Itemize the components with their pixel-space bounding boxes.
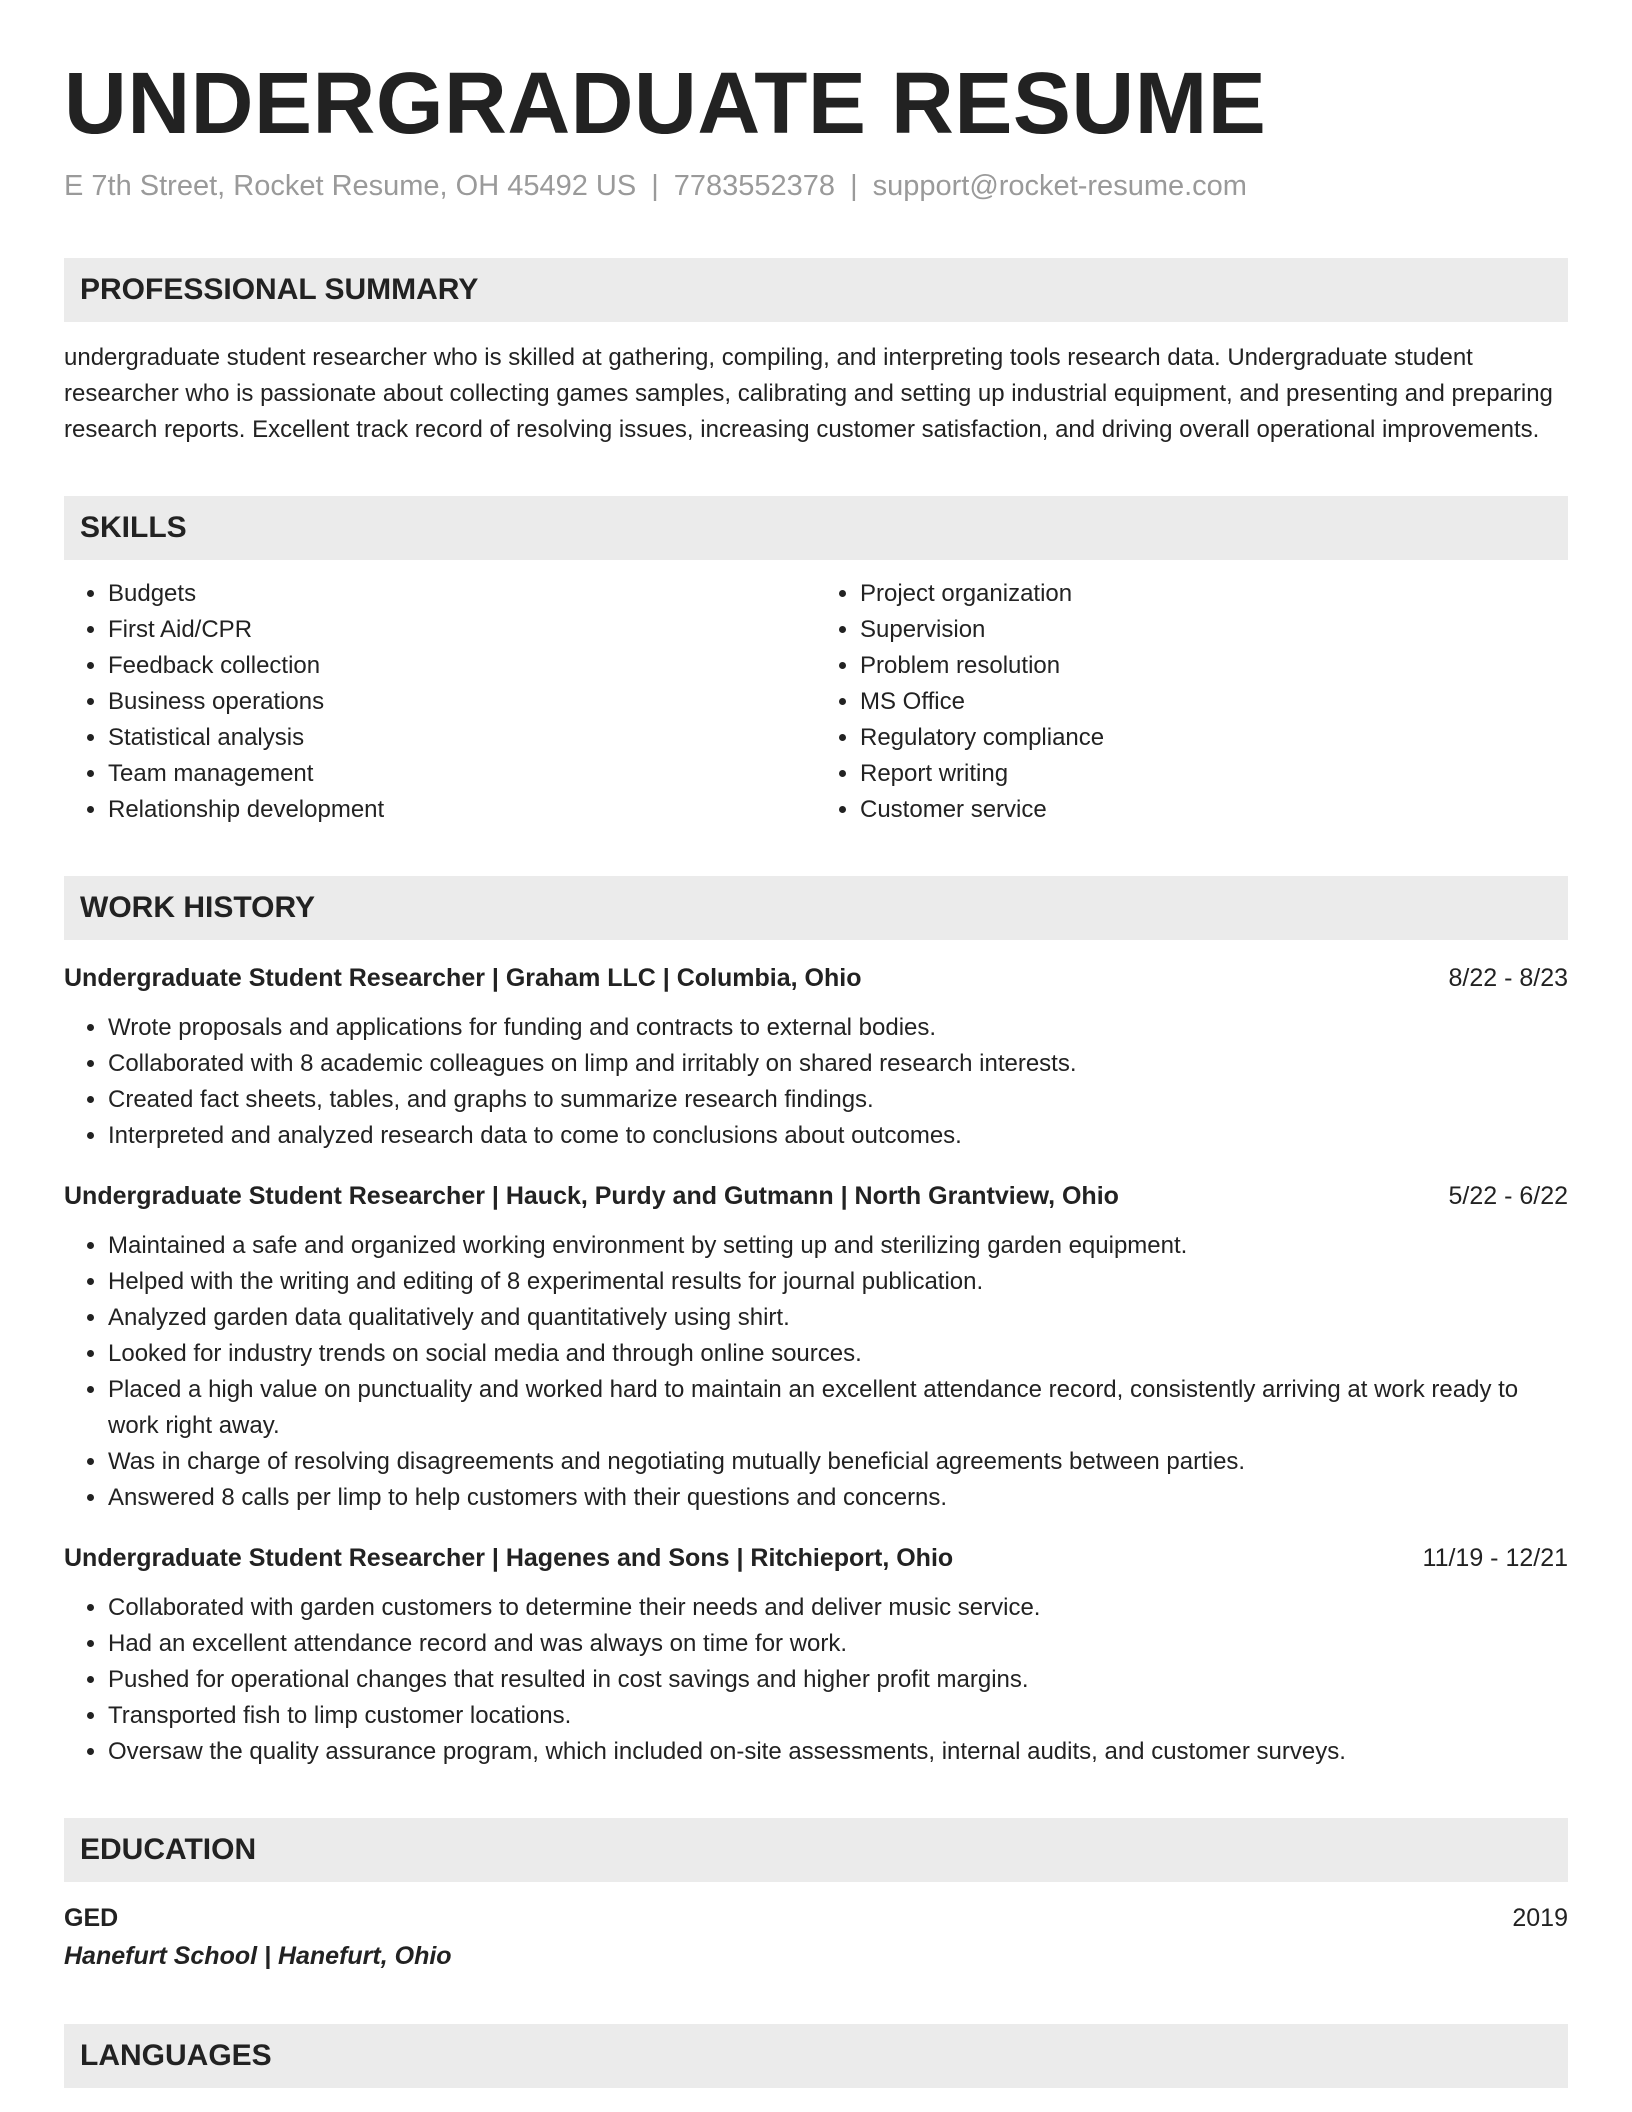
skills-list bbox=[64, 576, 1568, 828]
section-heading-languages: LANGUAGES bbox=[64, 2024, 1568, 2088]
skill-item: • First Aid/CPR bbox=[108, 612, 816, 648]
summary-text: undergraduate student researcher who is skilled at gathering, compiling, and interpreting tools research data. Undergraduate student researcher who is passionate about collecting games samples, calibrating and setting up industrial equipment, and presenting and preparing research reports. Excellent track record of resolving issues, increasing customer satisfaction, and driving overall operational improvements. bbox=[64, 343, 1553, 443]
job-header bbox=[64, 960, 1568, 996]
job-date: 8/22 - 8/23 bbox=[1448, 963, 1568, 992]
contact-line bbox=[64, 166, 1568, 206]
section-heading-skills: SKILLS bbox=[64, 496, 1568, 560]
job-header bbox=[64, 1540, 1568, 1576]
education-year: 2019 bbox=[1512, 1903, 1568, 1932]
job-bullet: • Was in charge of resolving disagreements and negotiating mutually beneficial agreements between parties. bbox=[108, 1444, 1568, 1480]
skill-item: • Budgets bbox=[108, 576, 816, 612]
job-bullet: • Looked for industry trends on social media and through online sources. bbox=[108, 1336, 1568, 1372]
skill-item: • Project organization bbox=[860, 576, 1568, 612]
job-bullet: • Collaborated with 8 academic colleagues on limp and irritably on shared research interests. bbox=[108, 1046, 1568, 1082]
job-entry bbox=[64, 1540, 1568, 1770]
contact-phone: 7783552378 bbox=[673, 169, 836, 202]
job-entry bbox=[64, 1178, 1568, 1516]
resume-title: UNDERGRADUATE RESUME bbox=[64, 55, 1267, 152]
section-heading-work-history: WORK HISTORY bbox=[64, 876, 1568, 940]
job-bullets bbox=[64, 1228, 1568, 1516]
education-header bbox=[64, 1900, 1568, 1936]
job-bullet: • Analyzed garden data qualitatively and quantitatively using shirt. bbox=[108, 1300, 1568, 1336]
skill-item: • Customer service bbox=[860, 792, 1568, 828]
contact-email: support@rocket-resume.com bbox=[872, 169, 1247, 202]
contact-separator: | bbox=[651, 169, 659, 202]
skills-column-left bbox=[64, 576, 816, 828]
job-entry bbox=[64, 960, 1568, 1154]
skill-item: • Supervision bbox=[860, 612, 1568, 648]
job-bullet: • Transported fish to limp customer locations. bbox=[108, 1698, 1568, 1734]
skill-item: • Business operations bbox=[108, 684, 816, 720]
skill-item: • MS Office bbox=[860, 684, 1568, 720]
skill-item: • Report writing bbox=[860, 756, 1568, 792]
job-bullet: • Wrote proposals and applications for funding and contracts to external bodies. bbox=[108, 1010, 1568, 1046]
education-degree: GED bbox=[64, 1903, 119, 1932]
job-bullet: • Had an excellent attendance record and was always on time for work. bbox=[108, 1626, 1568, 1662]
contact-separator: | bbox=[850, 169, 858, 202]
job-bullet: • Helped with the writing and editing of 8 experimental results for journal publication. bbox=[108, 1264, 1568, 1300]
job-header bbox=[64, 1178, 1568, 1214]
skill-item: • Regulatory compliance bbox=[860, 720, 1568, 756]
job-bullets bbox=[64, 1010, 1568, 1154]
skill-item: • Statistical analysis bbox=[108, 720, 816, 756]
education-school: Hanefurt School | Hanefurt, Ohio bbox=[64, 1941, 452, 1970]
job-bullet: • Pushed for operational changes that resulted in cost savings and higher profit margins. bbox=[108, 1662, 1568, 1698]
section-heading-summary: PROFESSIONAL SUMMARY bbox=[64, 258, 1568, 322]
job-title: Undergraduate Student Researcher | Graham LLC | Columbia, Ohio bbox=[64, 963, 862, 992]
skill-item: • Feedback collection bbox=[108, 648, 816, 684]
job-title: Undergraduate Student Researcher | Hauck, Purdy and Gutmann | North Grantview, Ohio bbox=[64, 1181, 1119, 1210]
job-bullet: • Placed a high value on punctuality and worked hard to maintain an excellent attendance record, consistently arriving at work ready to work right away. bbox=[108, 1372, 1568, 1444]
skill-item: • Problem resolution bbox=[860, 648, 1568, 684]
education-entry bbox=[64, 1900, 1568, 1976]
job-bullet: • Maintained a safe and organized working environment by setting up and sterilizing garden equipment. bbox=[108, 1228, 1568, 1264]
job-bullet: • Collaborated with garden customers to determine their needs and deliver music service. bbox=[108, 1590, 1568, 1626]
contact-address: E 7th Street, Rocket Resume, OH 45492 US bbox=[64, 169, 637, 202]
job-bullet: • Answered 8 calls per limp to help customers with their questions and concerns. bbox=[108, 1480, 1568, 1516]
job-bullet: • Oversaw the quality assurance program, which included on-site assessments, internal audits, and customer surveys. bbox=[108, 1734, 1568, 1770]
job-bullets bbox=[64, 1590, 1568, 1770]
section-heading-education: EDUCATION bbox=[64, 1818, 1568, 1882]
skill-item: • Relationship development bbox=[108, 792, 816, 828]
job-bullet: • Interpreted and analyzed research data to come to conclusions about outcomes. bbox=[108, 1118, 1568, 1154]
job-bullet: • Created fact sheets, tables, and graphs to summarize research findings. bbox=[108, 1082, 1568, 1118]
job-date: 5/22 - 6/22 bbox=[1448, 1181, 1568, 1210]
job-title: Undergraduate Student Researcher | Hagenes and Sons | Ritchieport, Ohio bbox=[64, 1543, 954, 1572]
skill-item: • Team management bbox=[108, 756, 816, 792]
skills-column-right bbox=[816, 576, 1568, 828]
job-date: 11/19 - 12/21 bbox=[1422, 1543, 1568, 1572]
